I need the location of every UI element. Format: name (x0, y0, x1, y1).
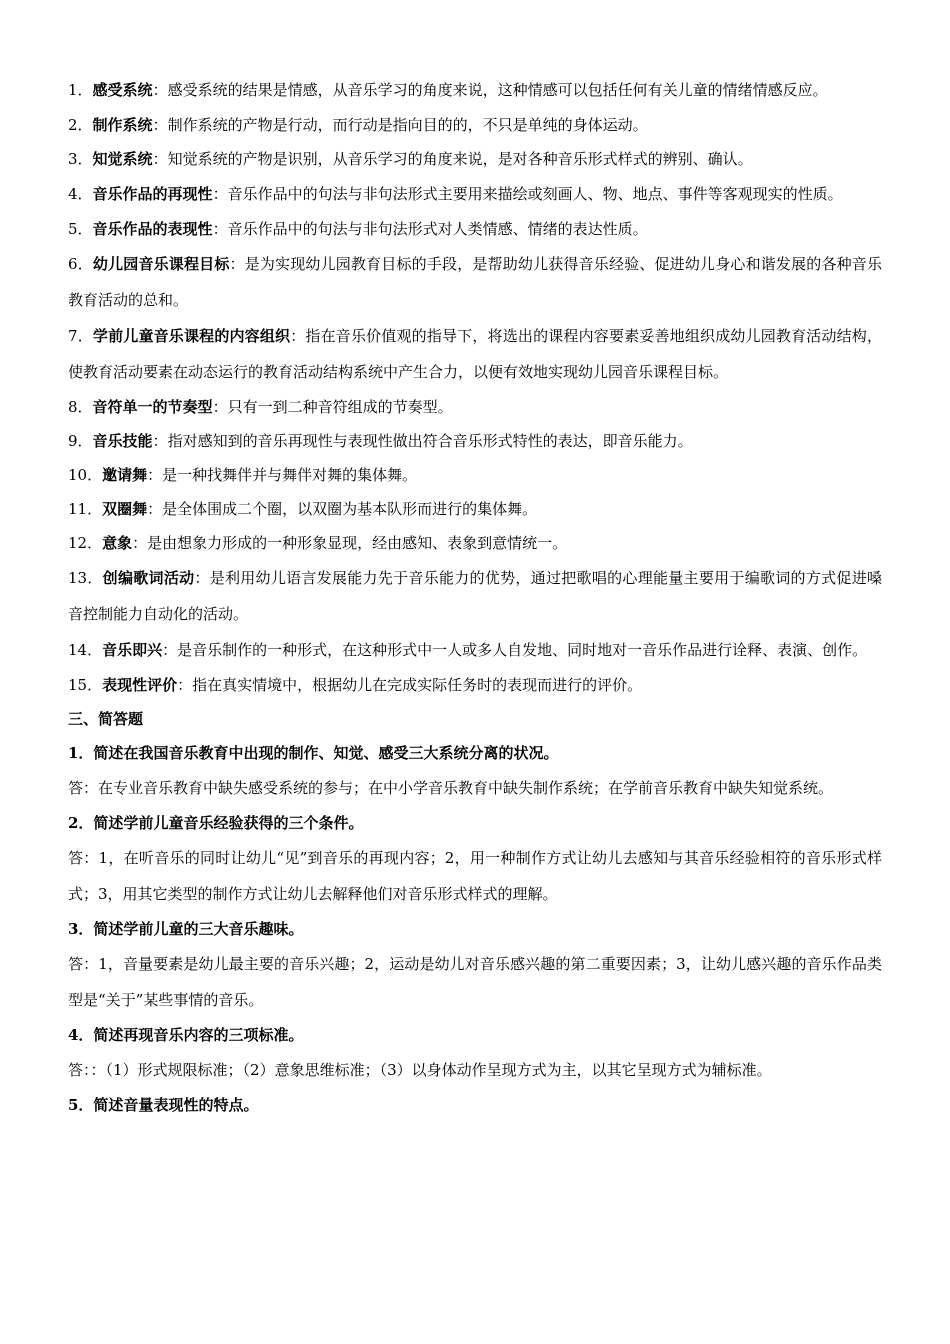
definition-text: 指对感知到的音乐再现性与表现性做出符合音乐形式特性的表达，即音乐能力。 (167, 432, 693, 450)
separator: ： (290, 327, 306, 345)
definition-term: 幼儿园音乐课程目标 (92, 255, 230, 273)
separator: ： (152, 150, 168, 168)
definition-text: 音乐作品中的句法与非句法形式主要用来描绘或刻画人、物、地点、事件等客观现实的性质。 (227, 185, 843, 203)
definition-item (68, 668, 882, 702)
definitions-list (68, 72, 882, 702)
definition-term: 邀请舞 (102, 466, 148, 484)
item-number: 9． (68, 432, 93, 450)
item-number: 8． (68, 398, 93, 416)
definition-term: 学前儿童音乐课程的内容组织 (92, 327, 291, 345)
definition-item (68, 390, 882, 424)
question-answer: 答：：（1）形式规限标准；（2）意象思维标准；（3）以身体动作呈现方式为主，以其它呈现方式为辅标准。 (68, 1061, 772, 1079)
definition-item (68, 632, 882, 668)
definition-text: 知觉系统的产物是识别，从音乐学习的角度来说，是对各种音乐形式样式的辨别、确认。 (167, 150, 753, 168)
definition-text: 指在真实情境中，根据幼儿在完成实际任务时的表现而进行的评价。 (192, 676, 643, 694)
separator: ： (212, 220, 228, 238)
definition-text: 是为实现幼儿园教育目标的手段，是帮助幼儿获得音乐经验、促进幼儿身心和谐发展的各种音乐教育活动的总和。 (68, 255, 882, 309)
definition-item (68, 424, 882, 458)
definition-item (68, 72, 882, 108)
item-number: 6． (68, 255, 93, 273)
question-answer: 答：在专业音乐教育中缺失感受系统的参与；在中小学音乐教育中缺失制作系统；在学前音乐教育中缺失知觉系统。 (68, 779, 834, 797)
definition-item (68, 492, 882, 526)
question-title: 2．简述学前儿童音乐经验获得的三个条件。 (68, 814, 364, 832)
definition-item (68, 176, 882, 212)
item-number: 10． (68, 466, 103, 484)
definition-text: 是全体围成二个圈，以双圈为基本队形而进行的集体舞。 (162, 500, 538, 518)
definition-text: 是由想象力形成的一种形象显现，经由感知、表象到意情统一。 (147, 534, 568, 552)
item-number: 14． (68, 641, 103, 659)
question-answer: 答：1，在听音乐的同时让幼儿“见”到音乐的再现内容；2，用一种制作方式让幼儿去感知与其音乐经验相符的音乐形式样式；3，用其它类型的制作方式让幼儿去解释他们对音乐形式样式的理解。 (68, 849, 882, 903)
definition-text: 指在音乐价值观的指导下，将选出的课程内容要素妥善地组织成幼儿园教育活动结构，使教育活动要素在动态运行的教育活动结构系统中产生合力，以便有效地实现幼儿园音乐课程目标。 (68, 327, 882, 381)
definition-term: 音乐作品的表现性 (92, 220, 213, 238)
separator: ： (194, 569, 210, 587)
definition-item (68, 212, 882, 246)
questions-list (68, 736, 882, 1122)
item-number: 15． (68, 676, 103, 694)
definition-term: 音乐作品的再现性 (92, 185, 213, 203)
question-title: 3．简述学前儿童的三大音乐趣味。 (68, 920, 304, 938)
separator: ： (147, 466, 163, 484)
definition-item (68, 246, 882, 318)
definition-term: 音乐即兴 (102, 641, 163, 659)
definition-text: 只有一到二种音符组成的节奏型。 (227, 398, 453, 416)
separator: ： (152, 432, 168, 450)
definition-term: 音符单一的节奏型 (92, 398, 213, 416)
definition-term: 双圈舞 (102, 500, 148, 518)
item-number: 13． (68, 569, 103, 587)
item-number: 1． (68, 81, 93, 99)
definition-item (68, 526, 882, 560)
definition-term: 音乐技能 (92, 432, 153, 450)
separator: ： (212, 185, 228, 203)
definition-term: 感受系统 (92, 81, 153, 99)
definition-text: 是利用幼儿语言发展能力先于音乐能力的优势，通过把歌唱的心理能量主要用于编歌词的方式促进嗓音控制能力自动化的活动。 (68, 569, 882, 623)
separator: ： (152, 81, 168, 99)
separator: ： (152, 116, 168, 134)
separator: ： (229, 255, 245, 273)
definition-text: 音乐作品中的句法与非句法形式对人类情感、情绪的表达性质。 (227, 220, 648, 238)
item-number: 11． (68, 500, 103, 518)
item-number: 4． (68, 185, 93, 203)
definition-term: 表现性评价 (102, 676, 178, 694)
definition-text: 是一种找舞伴并与舞伴对舞的集体舞。 (162, 466, 418, 484)
separator: ： (212, 398, 228, 416)
section-heading: 三、简答题 (68, 710, 144, 728)
definition-item (68, 142, 882, 176)
item-number: 7． (68, 327, 93, 345)
item-number: 12． (68, 534, 103, 552)
question-title: 4．简述再现音乐内容的三项标准。 (68, 1026, 304, 1044)
definition-term: 知觉系统 (92, 150, 153, 168)
definition-item (68, 458, 882, 492)
question-title: 5．简述音量表现性的特点。 (68, 1096, 259, 1114)
item-number: 5． (68, 220, 93, 238)
separator: ： (162, 641, 178, 659)
definition-term: 创编歌词活动 (102, 569, 195, 587)
definition-text: 制作系统的产物是行动，而行动是指向目的的，不只是单纯的身体运动。 (167, 116, 648, 134)
definition-term: 制作系统 (92, 116, 153, 134)
separator: ： (177, 676, 193, 694)
item-number: 3． (68, 150, 93, 168)
question-answer: 答：1，音量要素是幼儿最主要的音乐兴趣；2，运动是幼儿对音乐感兴趣的第二重要因素；3，让幼儿感兴趣的音乐作品类型是“关于”某些事情的音乐。 (68, 955, 882, 1009)
definition-text: 是音乐制作的一种形式，在这种形式中一人或多人自发地、同时地对一音乐作品进行诠释、表演、创作。 (177, 641, 868, 659)
definition-item (68, 108, 882, 142)
question-title: 1．简述在我国音乐教育中出现的制作、知觉、感受三大系统分离的状况。 (68, 744, 559, 762)
definition-text: 感受系统的结果是情感，从音乐学习的角度来说，这种情感可以包括任何有关儿童的情绪情感反应。 (167, 81, 828, 99)
item-number: 2． (68, 116, 93, 134)
separator: ： (132, 534, 148, 552)
definition-term: 意象 (102, 534, 133, 552)
separator: ： (147, 500, 163, 518)
definition-item (68, 318, 882, 390)
definition-item (68, 560, 882, 632)
